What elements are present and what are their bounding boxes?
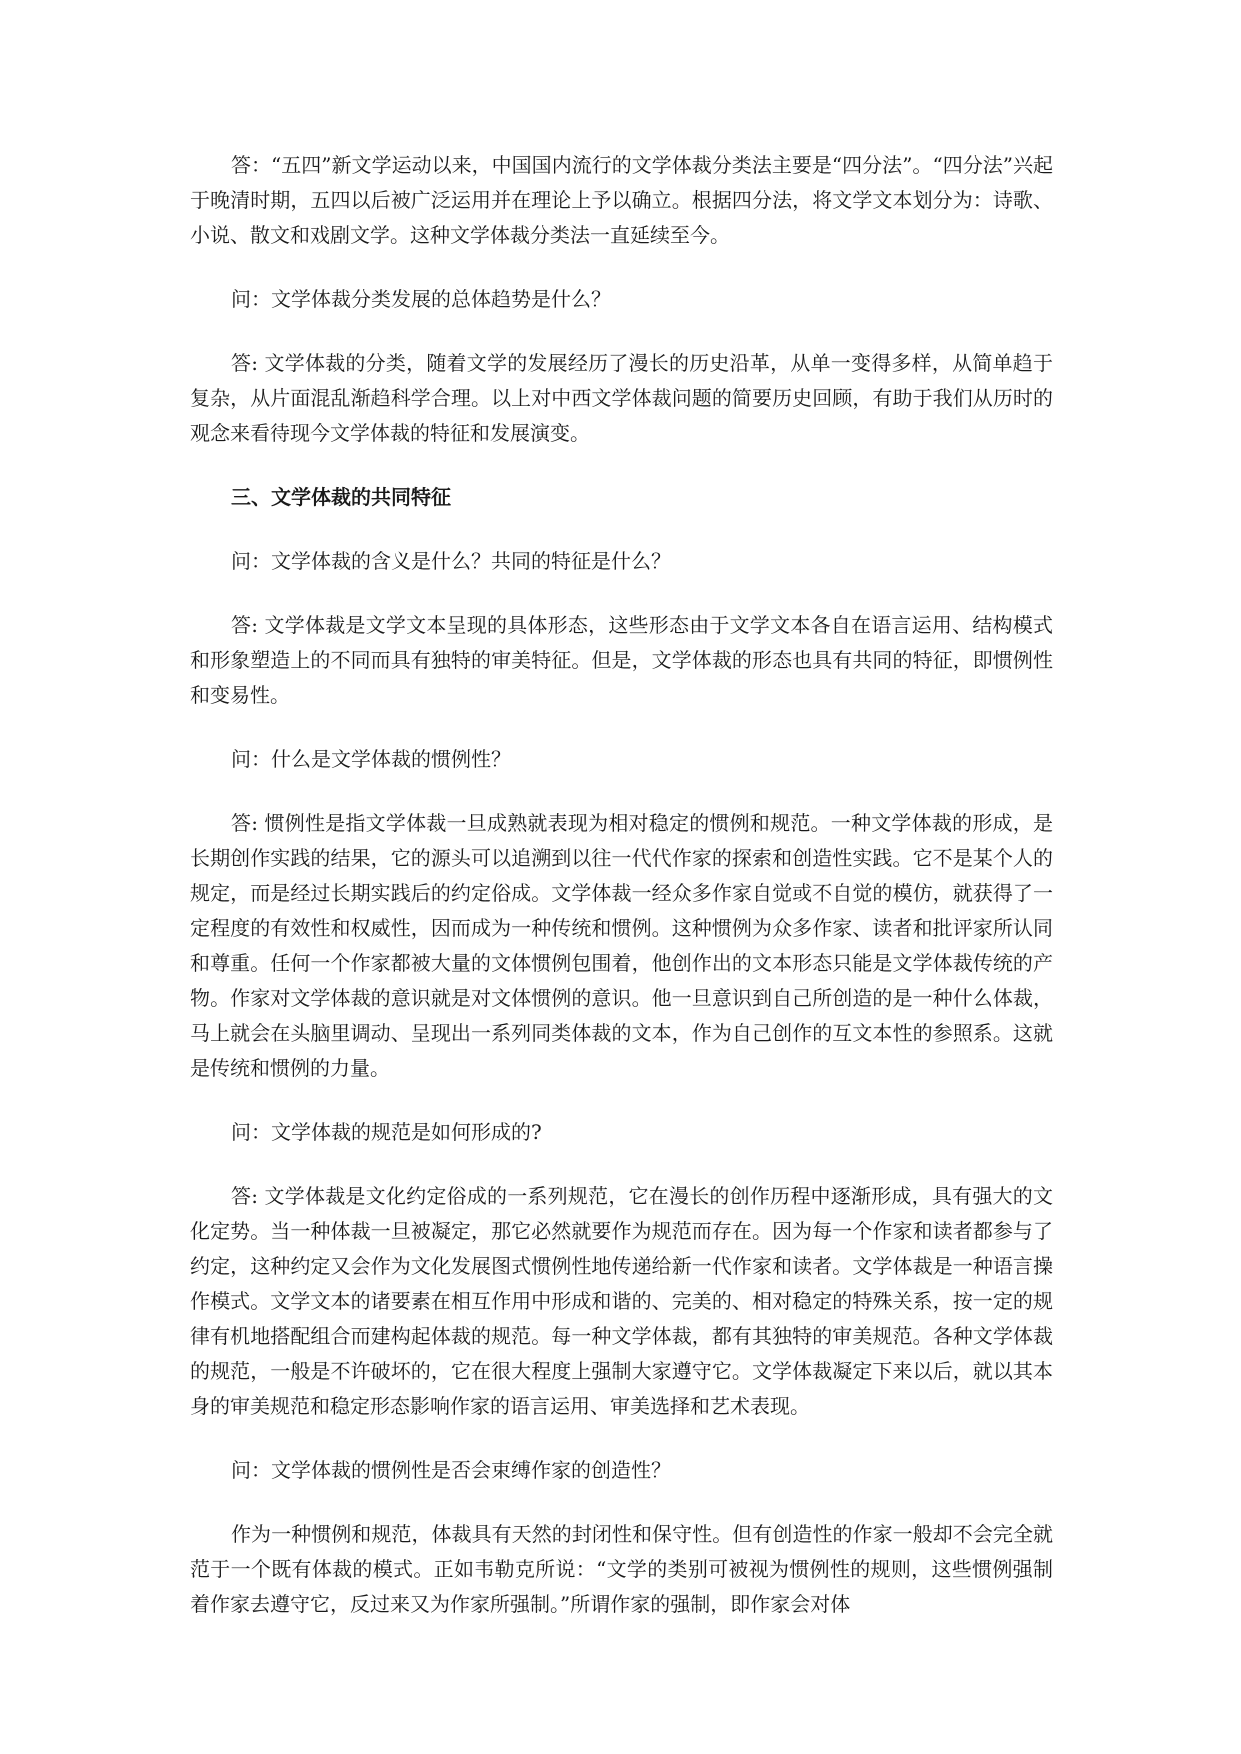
question-paragraph: 问：文学体裁的规范是如何形成的? xyxy=(231,1120,542,1144)
answer-paragraph: 作为一种惯例和规范，体裁具有天然的封闭性和保守性。但有创造性的作家一般却不会完全就范于一个既有体裁的模式。正如韦勒克所说：“文学的类别可被视为惯例性的规则，这些惯例强制着作家去遵守它，反过来又为作家所强制。”所谓作家的强制，即作家会对体 xyxy=(190,1522,1053,1616)
question-paragraph: 问：文学体裁的惯例性是否会束缚作家的创造性？ xyxy=(231,1458,671,1482)
answer-paragraph: 答: 惯例性是指文学体裁一旦成熟就表现为相对稳定的惯例和规范。一种文学体裁的形成，是长期创作实践的结果，它的源头可以追溯到以往一代代作家的探索和创造性实践。它不是某个人的规定，而是经过长期实践后的约定俗成。文学体裁一经众多作家自觉或不自觉的模仿，就获得了一定程度的有效性和权威性，因而成为一种传统和惯例。这种惯例为众多作家、读者和批评家所认同和尊重。任何一个作家都被大量的文体惯例包围着，他创作出的文本形态只能是文学体裁传统的产物。作家对文学体裁的意识就是对文体惯例的意识。他一旦意识到自己所创造的是一种什么体裁，马上就会在头脑里调动、呈现出一系列同类体裁的文本，作为自己创作的互文本性的参照系。这就是传统和惯例的力量。 xyxy=(190,811,1053,1080)
question-paragraph: 问：什么是文学体裁的惯例性？ xyxy=(231,747,511,771)
document-page xyxy=(190,148,1053,1651)
answer-paragraph: 答：“五四”新文学运动以来，中国国内流行的文学体裁分类法主要是“四分法”。“四分法”兴起于晚清时期，五四以后被广泛运用并在理论上予以确立。根据四分法，将文学文本划分为：诗歌、小说、散文和戏剧文学。这种文学体裁分类法一直延续至今。 xyxy=(190,153,1053,247)
answer-paragraph: 答: 文学体裁的分类，随着文学的发展经历了漫长的历史沿革，从单一变得多样，从简单趋于复杂，从片面混乱渐趋科学合理。以上对中西文学体裁问题的简要历史回顾，有助于我们从历时的观念来看待现今文学体裁的特征和发展演变。 xyxy=(190,351,1053,445)
answer-paragraph: 答: 文学体裁是文化约定俗成的一系列规范，它在漫长的创作历程中逐渐形成，具有强大的文化定势。当一种体裁一旦被凝定，那它必然就要作为规范而存在。因为每一个作家和读者都参与了约定，这种约定又会作为文化发展图式惯例性地传递给新一代作家和读者。文学体裁是一种语言操作模式。文学文本的诸要素在相互作用中形成和谐的、完美的、相对稳定的特殊关系，按一定的规律有机地搭配组合而建构起体裁的规范。每一种文学体裁，都有其独特的审美规范。各种文学体裁的规范，一般是不许破坏的，它在很大程度上强制大家遵守它。文学体裁凝定下来以后，就以其本身的审美规范和稳定形态影响作家的语言运用、审美选择和艺术表现。 xyxy=(190,1184,1053,1418)
question-paragraph: 问：文学体裁的含义是什么？共同的特征是什么？ xyxy=(231,549,671,573)
answer-paragraph: 答: 文学体裁是文学文本呈现的具体形态，这些形态由于文学文本各自在语言运用、结构模式和形象塑造上的不同而具有独特的审美特征。但是，文学体裁的形态也具有共同的特征，即惯例性和变易性。 xyxy=(190,613,1053,707)
section-heading: 三、文学体裁的共同特征 xyxy=(231,485,451,509)
question-paragraph: 问：文学体裁分类发展的总体趋势是什么？ xyxy=(231,287,611,311)
